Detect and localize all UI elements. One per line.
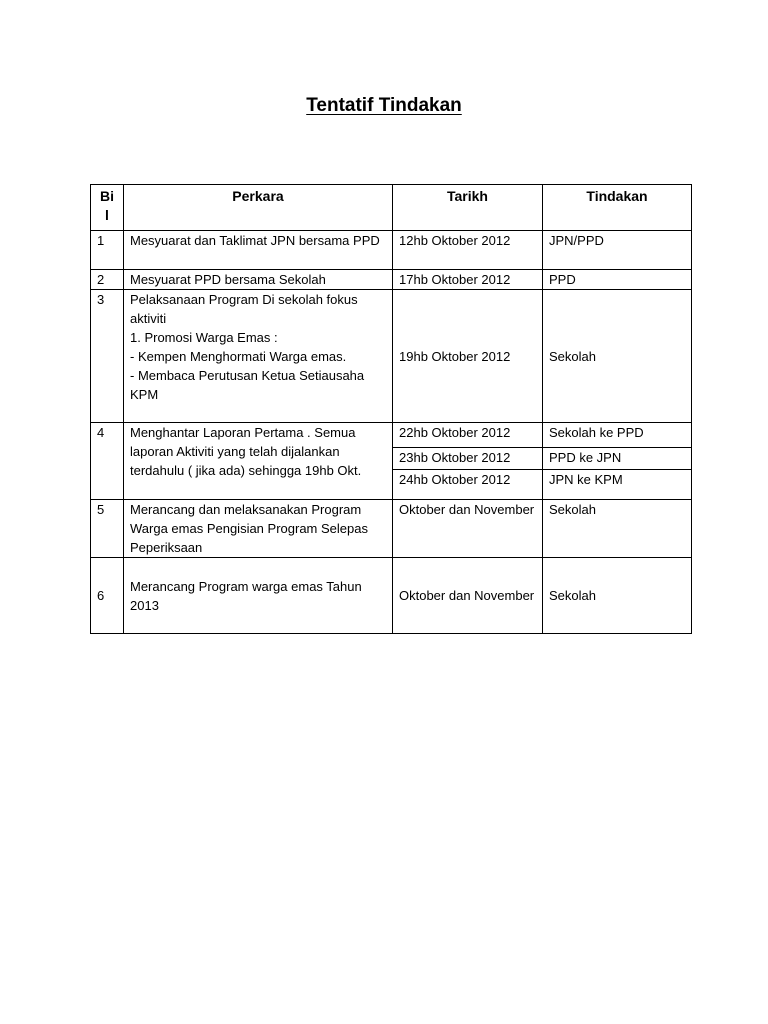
cell-tarikh: 22hb Oktober 2012 — [393, 423, 543, 448]
header-tindakan: Tindakan — [543, 185, 692, 231]
cell-tindakan: Sekolah — [543, 500, 692, 558]
action-plan-table — [90, 184, 692, 634]
table-row — [91, 290, 692, 423]
cell-tarikh: 12hb Oktober 2012 — [393, 231, 543, 270]
cell-bil: 4 — [91, 423, 124, 500]
cell-tindakan: PPD — [543, 270, 692, 290]
cell-tindakan: PPD ke JPN — [543, 448, 692, 470]
cell-perkara: Merancang Program warga emas Tahun 2013 — [124, 558, 393, 634]
cell-bil: 6 — [91, 558, 124, 634]
perkara-line: Pelaksanaan Program Di sekolah fokus — [130, 292, 358, 307]
cell-tindakan: Sekolah — [543, 290, 692, 423]
perkara-line: - Kempen Menghormati Warga emas. — [130, 349, 347, 364]
table-row — [91, 558, 692, 634]
perkara-line: KPM — [130, 387, 159, 402]
cell-tarikh: 23hb Oktober 2012 — [393, 448, 543, 470]
cell-tarikh: Oktober dan November — [393, 500, 543, 558]
perkara-line: aktiviti — [130, 311, 167, 326]
cell-tarikh: Oktober dan November — [393, 558, 543, 634]
cell-perkara: Menghantar Laporan Pertama . Semua laporan Aktiviti yang telah dijalankan terdahulu ( jika ada) sehingga 19hb Okt. — [124, 423, 393, 500]
perkara-line: 1. Promosi Warga Emas : — [130, 330, 278, 345]
cell-perkara: Mesyuarat dan Taklimat JPN bersama PPD — [124, 231, 393, 270]
cell-tindakan: Sekolah ke PPD — [543, 423, 692, 448]
cell-perkara — [124, 290, 393, 423]
cell-perkara: Merancang dan melaksanakan Program Warga emas Pengisian Program Selepas Peperiksaan — [124, 500, 393, 558]
perkara-line: - Membaca Perutusan Ketua Setiausaha — [130, 368, 365, 383]
cell-bil: 3 — [91, 290, 124, 423]
header-perkara: Perkara — [124, 185, 393, 231]
cell-tarikh: 24hb Oktober 2012 — [393, 470, 543, 500]
cell-tarikh: 19hb Oktober 2012 — [393, 290, 543, 423]
header-tarikh: Tarikh — [393, 185, 543, 231]
cell-bil: 1 — [91, 231, 124, 270]
cell-tarikh: 17hb Oktober 2012 — [393, 270, 543, 290]
table-header-row — [91, 185, 692, 231]
document-title: Tentatif Tindakan — [306, 95, 462, 116]
cell-perkara: Mesyuarat PPD bersama Sekolah — [124, 270, 393, 290]
header-bil — [91, 185, 124, 231]
cell-bil: 2 — [91, 270, 124, 290]
table-row — [91, 231, 692, 270]
header-bil-part-2: l — [105, 207, 109, 223]
cell-bil: 5 — [91, 500, 124, 558]
table-row — [91, 500, 692, 558]
cell-tindakan: Sekolah — [543, 558, 692, 634]
cell-tindakan: JPN/PPD — [543, 231, 692, 270]
cell-tindakan: JPN ke KPM — [543, 470, 692, 500]
table-row — [91, 423, 692, 448]
table-row — [91, 270, 692, 290]
header-bil-part-1: Bi — [100, 188, 114, 204]
